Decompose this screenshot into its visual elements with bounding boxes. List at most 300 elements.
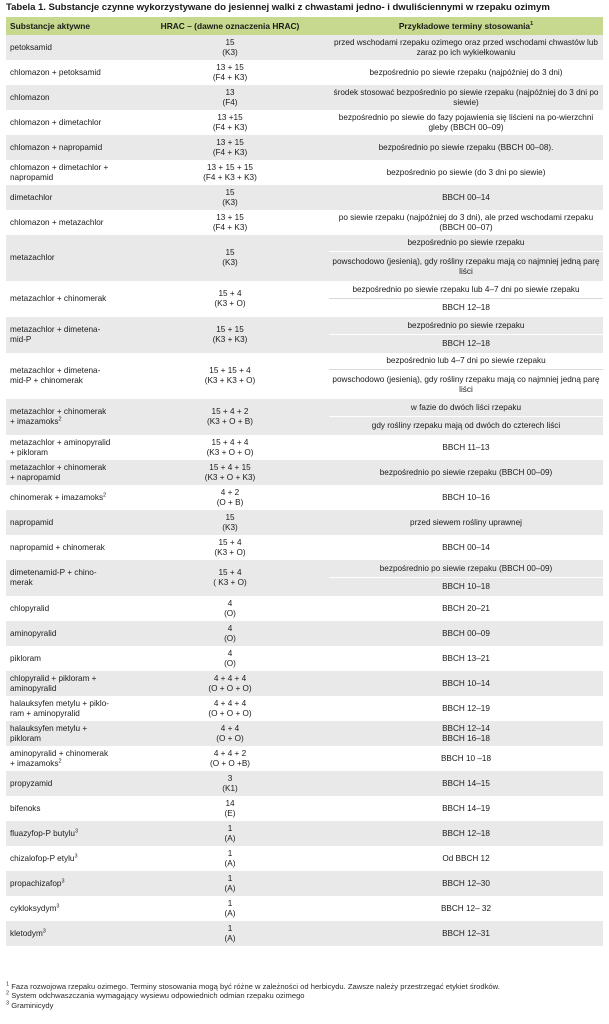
hrac-cell bbox=[131, 560, 329, 596]
hrac-cell bbox=[131, 871, 329, 896]
hrac-group: 15 + 4 + 4 bbox=[211, 437, 249, 447]
hrac-legacy-code: (O + O) bbox=[216, 733, 244, 743]
hrac-cell bbox=[131, 621, 329, 646]
column-header-footnote-mark: 1 bbox=[530, 21, 534, 28]
hrac-legacy-code: (F4 + K3 + K3) bbox=[203, 172, 257, 182]
substance-cell bbox=[6, 896, 131, 921]
hrac-legacy-code: (F4 + K3) bbox=[212, 72, 248, 82]
substance-line: chizalofop-P etylu bbox=[10, 853, 75, 863]
application-term: BBCH 11–13 bbox=[442, 442, 490, 452]
application-term-cell bbox=[329, 535, 603, 560]
hrac-group: 15 bbox=[225, 248, 235, 258]
substance-cell bbox=[6, 871, 131, 896]
table-row bbox=[6, 621, 603, 646]
hrac-cell bbox=[131, 771, 329, 796]
substance-line: pikloram bbox=[10, 653, 41, 663]
substance-line: chlopyralid bbox=[10, 603, 50, 613]
application-term-cell bbox=[329, 621, 603, 646]
hrac-cell bbox=[131, 110, 329, 135]
hrac-legacy-code: (K3) bbox=[222, 258, 238, 267]
table-row bbox=[6, 721, 603, 746]
substance-line: aminopyralid + chinomerak bbox=[10, 748, 109, 758]
application-term: bezpośrednio po siewie rzepaku lub 4–7 dni po siewie rzepaku bbox=[352, 284, 580, 294]
hrac-group: 4 + 2 bbox=[220, 487, 240, 497]
hrac-legacy-code: (O + O +B) bbox=[209, 758, 251, 768]
hrac-group: 13 + 15 + 15 bbox=[207, 162, 253, 172]
application-term: BBCH 10–16 bbox=[442, 492, 490, 502]
hrac-cell bbox=[131, 353, 329, 399]
hrac-cell bbox=[131, 35, 329, 60]
table-row bbox=[6, 485, 603, 510]
application-term: Od BBCH 12 bbox=[442, 853, 490, 863]
application-term: bezpośrednio po siewie do fazy pojawienia się liścieni na po-wierzchni gleby (BBCH 00–09) bbox=[338, 112, 594, 132]
application-term: po siewie rzepaku (najpóźniej do 3 dni), ale przed wschodami rzepaku (BBCH 00–07) bbox=[338, 212, 594, 232]
hrac-group: 13 + 15 bbox=[216, 62, 244, 72]
hrac-group: 13 +15 bbox=[217, 112, 243, 122]
substance-cell bbox=[6, 921, 131, 946]
substance-line: metazachlor + aminopyralid bbox=[10, 437, 111, 447]
hrac-group: 15 + 15 bbox=[216, 325, 244, 335]
application-term: gdy rośliny rzepaku mają od dwóch do czterech liści bbox=[329, 416, 603, 435]
hrac-cell bbox=[131, 646, 329, 671]
application-term-cell bbox=[329, 317, 603, 353]
application-term-cell bbox=[329, 353, 603, 399]
footnote-mark: 3 bbox=[56, 902, 60, 909]
hrac-cell bbox=[131, 281, 329, 317]
substance-line: bifenoks bbox=[10, 803, 41, 813]
hrac-cell bbox=[131, 796, 329, 821]
hrac-cell bbox=[131, 210, 329, 235]
footnote-text: Faza rozwojowa rzepaku ozimego. Terminy stosowania mogą być różne w zależności od herbicydu. Zawsze należy przestrzegać etykiet środków. bbox=[11, 982, 500, 991]
application-term-cell bbox=[329, 696, 603, 721]
hrac-legacy-code: (K3 + K3) bbox=[212, 335, 248, 344]
table-row bbox=[6, 771, 603, 796]
application-term: BBCH 12–18 bbox=[329, 334, 603, 353]
application-term: bezpośrednio po siewie rzepaku (BBCH 00–09) bbox=[379, 563, 553, 573]
table-row bbox=[6, 160, 603, 185]
column-header-terms bbox=[329, 17, 603, 35]
application-term: BBCH 13–21 bbox=[442, 653, 490, 663]
substance-line: mid-P bbox=[10, 335, 32, 344]
application-term: BBCH 20–21 bbox=[442, 603, 490, 613]
table-row bbox=[6, 896, 603, 921]
application-term-cell bbox=[329, 721, 603, 746]
table-row bbox=[6, 746, 603, 771]
herbicide-table bbox=[6, 17, 603, 946]
footnotes bbox=[6, 982, 500, 1010]
substance-cell bbox=[6, 110, 131, 135]
table-row bbox=[6, 317, 603, 353]
substance-cell bbox=[6, 399, 131, 435]
application-term-cell bbox=[329, 235, 603, 281]
substance-line: halauksyfen metylu + piklo- bbox=[10, 698, 109, 708]
substance-cell bbox=[6, 485, 131, 510]
application-term-cell bbox=[329, 135, 603, 160]
substance-cell bbox=[6, 60, 131, 85]
application-term-cell bbox=[329, 510, 603, 535]
hrac-group: 15 + 4 + 2 bbox=[211, 407, 249, 417]
application-term-cell bbox=[329, 921, 603, 946]
footnote-mark: 3 bbox=[74, 827, 78, 834]
application-term-cell bbox=[329, 821, 603, 846]
substance-cell bbox=[6, 35, 131, 60]
application-term: BBCH 14–19 bbox=[442, 803, 490, 813]
hrac-legacy-code: (A) bbox=[224, 858, 236, 868]
table-row bbox=[6, 796, 603, 821]
application-term: BBCH 10 –18 bbox=[440, 753, 492, 763]
hrac-group: 15 + 4 + 15 bbox=[209, 462, 251, 472]
hrac-group: 1 bbox=[227, 923, 233, 933]
substance-line: + napropamid bbox=[10, 472, 61, 482]
footnote-mark: 2 bbox=[58, 757, 62, 764]
application-term: bezpośrednio po siewie rzepaku bbox=[407, 320, 525, 330]
hrac-cell bbox=[131, 721, 329, 746]
table-row bbox=[6, 35, 603, 60]
application-term-cell bbox=[329, 896, 603, 921]
hrac-legacy-code: (O) bbox=[224, 633, 236, 643]
hrac-legacy-code: (K3) bbox=[222, 47, 238, 57]
application-term-cell bbox=[329, 560, 603, 596]
substance-line: kletodym bbox=[10, 928, 43, 938]
substance-cell bbox=[6, 510, 131, 535]
substance-line: fluazyfop-P butylu bbox=[10, 828, 75, 838]
application-term: BBCH 00–14 bbox=[442, 192, 490, 202]
hrac-group: 4 bbox=[227, 648, 233, 658]
substance-line: aminopyralid bbox=[10, 683, 57, 693]
application-term: BBCH 12–19 bbox=[442, 703, 490, 713]
footnote-text: Graminicydy bbox=[11, 1000, 54, 1010]
hrac-cell bbox=[131, 596, 329, 621]
substance-line: metazachlor + dimetena- bbox=[10, 366, 101, 376]
substance-line: + imazamoks bbox=[10, 417, 59, 426]
substance-cell bbox=[6, 796, 131, 821]
substance-line: chlomazon + dimetachlor + bbox=[10, 162, 109, 172]
application-term: w fazie do dwóch liści rzepaku bbox=[410, 402, 522, 412]
application-term-cell bbox=[329, 596, 603, 621]
hrac-legacy-code: (K3 + O) bbox=[214, 547, 246, 557]
substance-line: dimetenamid-P + chino- bbox=[10, 568, 97, 578]
hrac-group: 1 bbox=[227, 898, 233, 908]
hrac-group: 15 bbox=[225, 512, 235, 522]
application-term: BBCH 10–14 bbox=[442, 678, 490, 688]
hrac-cell bbox=[131, 846, 329, 871]
substance-line: pikloram bbox=[10, 733, 41, 743]
application-term: bezpośrednio po siewie rzepaku bbox=[407, 238, 525, 248]
hrac-group: 15 bbox=[225, 187, 235, 197]
substance-cell bbox=[6, 596, 131, 621]
application-term: bezpośrednio po siewie rzepaku (BBCH 00–09) bbox=[379, 467, 553, 477]
substance-line: cykloksydym bbox=[10, 903, 57, 913]
footnote-number: 1 bbox=[6, 981, 10, 988]
table-row bbox=[6, 135, 603, 160]
footnote-number: 2 bbox=[6, 990, 10, 997]
table-row bbox=[6, 846, 603, 871]
hrac-group: 13 + 15 bbox=[216, 137, 244, 147]
hrac-group: 3 bbox=[227, 773, 233, 783]
application-term: powschodowo (jesienią), gdy rośliny rzepaku mają co najmniej jedną parę liści bbox=[329, 251, 603, 281]
hrac-group: 13 bbox=[225, 87, 235, 97]
application-term-cell bbox=[329, 796, 603, 821]
column-header-terms-label: Przykładowe terminy stosowania bbox=[398, 20, 531, 31]
hrac-group: 15 + 4 bbox=[218, 568, 242, 578]
application-term-cell bbox=[329, 485, 603, 510]
hrac-cell bbox=[131, 185, 329, 210]
substance-line: metazachlor + dimetena- bbox=[10, 325, 101, 335]
application-term: powschodowo (jesienią), gdy rośliny rzepaku mają co najmniej jedną parę liści bbox=[329, 369, 603, 399]
application-term: BBCH 12–31 bbox=[442, 928, 490, 938]
footnote-mark: 2 bbox=[103, 491, 107, 498]
hrac-legacy-code: (O + O + O) bbox=[208, 683, 252, 693]
application-term: bezpośrednio po siewie (do 3 dni po siewie) bbox=[386, 167, 546, 177]
table-row bbox=[6, 281, 603, 317]
application-term-cell bbox=[329, 746, 603, 771]
table-row bbox=[6, 353, 603, 399]
substance-cell bbox=[6, 281, 131, 317]
application-term-cell bbox=[329, 435, 603, 460]
hrac-legacy-code: (K3 + O + K3) bbox=[204, 472, 256, 482]
substance-line: chlomazon + dimetachlor bbox=[10, 117, 102, 127]
substance-line: napropamid bbox=[10, 172, 54, 182]
hrac-cell bbox=[131, 821, 329, 846]
table-row bbox=[6, 60, 603, 85]
substance-line: chinomerak + imazamoks bbox=[10, 492, 104, 502]
footnote-mark: 3 bbox=[61, 877, 65, 884]
footnote bbox=[6, 991, 500, 1000]
substance-cell bbox=[6, 460, 131, 485]
substance-cell bbox=[6, 235, 131, 281]
hrac-group: 4 + 4 + 2 bbox=[213, 748, 247, 758]
hrac-legacy-code: (A) bbox=[224, 933, 236, 943]
substance-cell bbox=[6, 771, 131, 796]
application-term-cell bbox=[329, 185, 603, 210]
application-term-cell bbox=[329, 281, 603, 317]
substance-line: napropamid bbox=[10, 517, 54, 527]
hrac-group: 15 + 4 bbox=[218, 537, 242, 547]
application-term: BBCH 00–14 bbox=[442, 542, 490, 552]
hrac-group: 1 bbox=[227, 873, 233, 883]
application-term: BBCH 16–18 bbox=[442, 733, 490, 743]
hrac-cell bbox=[131, 399, 329, 435]
application-term: bezpośrednio po siewie rzepaku (najpóźniej do 3 dni) bbox=[369, 67, 563, 77]
hrac-legacy-code: (K1) bbox=[222, 783, 238, 793]
application-term-cell bbox=[329, 846, 603, 871]
application-term-cell bbox=[329, 35, 603, 60]
hrac-legacy-code: (E) bbox=[224, 808, 236, 818]
hrac-group: 15 + 15 + 4 bbox=[209, 366, 251, 376]
substance-cell bbox=[6, 821, 131, 846]
table-row bbox=[6, 696, 603, 721]
table-header-row bbox=[6, 17, 603, 35]
application-term: BBCH 00–09 bbox=[442, 628, 490, 638]
substance-line: ram + aminopyralid bbox=[10, 708, 80, 718]
substance-line: mid-P + chinomerak bbox=[10, 376, 83, 385]
hrac-legacy-code: (F4 + K3) bbox=[212, 147, 248, 157]
application-term: BBCH 12–18 bbox=[442, 828, 490, 838]
hrac-cell bbox=[131, 160, 329, 185]
substance-cell bbox=[6, 317, 131, 353]
hrac-group: 13 + 15 bbox=[216, 212, 244, 222]
table-row bbox=[6, 85, 603, 110]
table-row bbox=[6, 460, 603, 485]
substance-line: merak bbox=[10, 578, 33, 587]
column-header-substances: Substancje aktywne bbox=[6, 17, 131, 35]
hrac-cell bbox=[131, 696, 329, 721]
hrac-legacy-code: (A) bbox=[224, 908, 236, 918]
column-header-hrac: HRAC – (dawne oznaczenia HRAC) bbox=[131, 17, 329, 35]
hrac-legacy-code: (F4 + K3) bbox=[212, 222, 248, 232]
table-row bbox=[6, 646, 603, 671]
hrac-cell bbox=[131, 60, 329, 85]
hrac-group: 14 bbox=[225, 798, 235, 808]
hrac-legacy-code: (O + B) bbox=[216, 497, 244, 507]
hrac-cell bbox=[131, 485, 329, 510]
hrac-legacy-code: (O + O + O) bbox=[208, 708, 252, 718]
footnote-mark: 2 bbox=[58, 416, 62, 423]
substance-cell bbox=[6, 671, 131, 696]
table-row bbox=[6, 510, 603, 535]
hrac-legacy-code: (O) bbox=[224, 658, 236, 668]
hrac-cell bbox=[131, 671, 329, 696]
application-term-cell bbox=[329, 771, 603, 796]
hrac-cell bbox=[131, 435, 329, 460]
hrac-legacy-code: (K3 + O + O) bbox=[206, 447, 254, 457]
substance-line: dimetachlor bbox=[10, 192, 53, 202]
hrac-group: 4 + 4 bbox=[220, 723, 240, 733]
table-row bbox=[6, 921, 603, 946]
hrac-cell bbox=[131, 460, 329, 485]
application-term: BBCH 10–18 bbox=[329, 577, 603, 596]
hrac-legacy-code: (K3) bbox=[222, 197, 238, 207]
application-term: bezpośrednio lub 4–7 dni po siewie rzepaku bbox=[386, 356, 546, 366]
hrac-cell bbox=[131, 317, 329, 353]
table-row bbox=[6, 871, 603, 896]
table-row bbox=[6, 399, 603, 435]
substance-cell bbox=[6, 435, 131, 460]
substance-cell bbox=[6, 160, 131, 185]
application-term: BBCH 12– 32 bbox=[440, 903, 492, 913]
substance-line: metazachlor + chinomerak bbox=[10, 462, 107, 472]
substance-line: chlomazon bbox=[10, 92, 50, 102]
hrac-cell bbox=[131, 921, 329, 946]
footnote-mark: 3 bbox=[74, 852, 78, 859]
application-term: bezpośrednio po siewie rzepaku (BBCH 00–08). bbox=[378, 142, 554, 152]
table-row bbox=[6, 210, 603, 235]
substance-cell bbox=[6, 646, 131, 671]
hrac-legacy-code: (F4) bbox=[222, 97, 238, 107]
substance-cell bbox=[6, 696, 131, 721]
substance-cell bbox=[6, 85, 131, 110]
hrac-group: 4 bbox=[227, 598, 233, 608]
table-body bbox=[6, 35, 603, 946]
hrac-legacy-code: (K3) bbox=[222, 522, 238, 532]
application-term-cell bbox=[329, 671, 603, 696]
substance-cell bbox=[6, 535, 131, 560]
substance-line: aminopyralid bbox=[10, 628, 57, 638]
substance-line: napropamid + chinomerak bbox=[10, 542, 105, 552]
application-term-cell bbox=[329, 399, 603, 435]
substance-cell bbox=[6, 621, 131, 646]
substance-cell bbox=[6, 560, 131, 596]
substance-line: propachizafop bbox=[10, 878, 62, 888]
hrac-cell bbox=[131, 135, 329, 160]
application-term: środek stosować bezpośrednio po siewie rzepaku (najpóźniej do 3 dni po siewie) bbox=[333, 87, 599, 107]
footnote-text: System odchwaszczania wymagający wysiewu odpowiednich odmian rzepaku ozimego bbox=[11, 991, 305, 1001]
substance-line: petoksamid bbox=[10, 42, 52, 52]
hrac-group: 15 bbox=[225, 37, 235, 47]
substance-line: chlomazon + petoksamid bbox=[10, 67, 101, 77]
application-term: BBCH 14–15 bbox=[442, 778, 490, 788]
application-term-cell bbox=[329, 210, 603, 235]
application-term: BBCH 12–18 bbox=[329, 298, 603, 317]
table-row bbox=[6, 435, 603, 460]
table-row bbox=[6, 671, 603, 696]
application-term-cell bbox=[329, 871, 603, 896]
hrac-legacy-code: (A) bbox=[224, 833, 236, 843]
hrac-cell bbox=[131, 896, 329, 921]
substance-line: chlomazon + napropamid bbox=[10, 142, 103, 152]
application-term: BBCH 12–30 bbox=[442, 878, 490, 888]
substance-cell bbox=[6, 846, 131, 871]
hrac-legacy-code: ( K3 + O) bbox=[213, 578, 247, 587]
substance-line: metazachlor bbox=[10, 253, 55, 263]
footnote-mark: 3 bbox=[42, 927, 46, 934]
substance-line: chlopyralid + pikloram + bbox=[10, 673, 97, 683]
hrac-legacy-code: (A) bbox=[224, 883, 236, 893]
hrac-cell bbox=[131, 510, 329, 535]
hrac-cell bbox=[131, 535, 329, 560]
substance-line: propyzamid bbox=[10, 778, 53, 788]
hrac-legacy-code: (O) bbox=[224, 608, 236, 618]
table-row bbox=[6, 535, 603, 560]
substance-cell bbox=[6, 746, 131, 771]
substance-line: metazachlor + chinomerak bbox=[10, 407, 107, 417]
application-term: przed siewem rośliny uprawnej bbox=[410, 517, 522, 527]
hrac-group: 4 bbox=[227, 623, 233, 633]
hrac-group: 4 + 4 + 4 bbox=[213, 698, 247, 708]
application-term: przed wschodami rzepaku ozimego oraz przed wschodami chwastów lub zaraz po ich wykiełkowaniu bbox=[334, 37, 598, 57]
table-row bbox=[6, 185, 603, 210]
application-term: BBCH 12–14 bbox=[442, 723, 490, 733]
application-term-cell bbox=[329, 646, 603, 671]
substance-line: metazachlor + chinomerak bbox=[10, 294, 107, 304]
hrac-group: 1 bbox=[227, 823, 233, 833]
substance-line: + imazamoks bbox=[10, 758, 59, 768]
hrac-legacy-code: (K3 + K3 + O) bbox=[204, 376, 256, 385]
hrac-cell bbox=[131, 746, 329, 771]
table-row bbox=[6, 821, 603, 846]
hrac-legacy-code: (K3 + O) bbox=[214, 299, 246, 308]
hrac-group: 1 bbox=[227, 848, 233, 858]
application-term-cell bbox=[329, 110, 603, 135]
substance-cell bbox=[6, 721, 131, 746]
hrac-legacy-code: (K3 + O + B) bbox=[207, 417, 253, 426]
table-row bbox=[6, 596, 603, 621]
footnote-number: 3 bbox=[6, 1000, 10, 1007]
application-term-cell bbox=[329, 85, 603, 110]
table-row bbox=[6, 110, 603, 135]
substance-line: halauksyfen metylu + bbox=[10, 723, 88, 733]
application-term-cell bbox=[329, 60, 603, 85]
application-term-cell bbox=[329, 160, 603, 185]
hrac-group: 15 + 4 bbox=[218, 289, 242, 299]
substance-cell bbox=[6, 353, 131, 399]
substance-line: + pikloram bbox=[10, 447, 48, 457]
table-row bbox=[6, 235, 603, 281]
hrac-cell bbox=[131, 235, 329, 281]
substance-cell bbox=[6, 185, 131, 210]
substance-cell bbox=[6, 210, 131, 235]
hrac-group: 4 + 4 + 4 bbox=[213, 673, 247, 683]
